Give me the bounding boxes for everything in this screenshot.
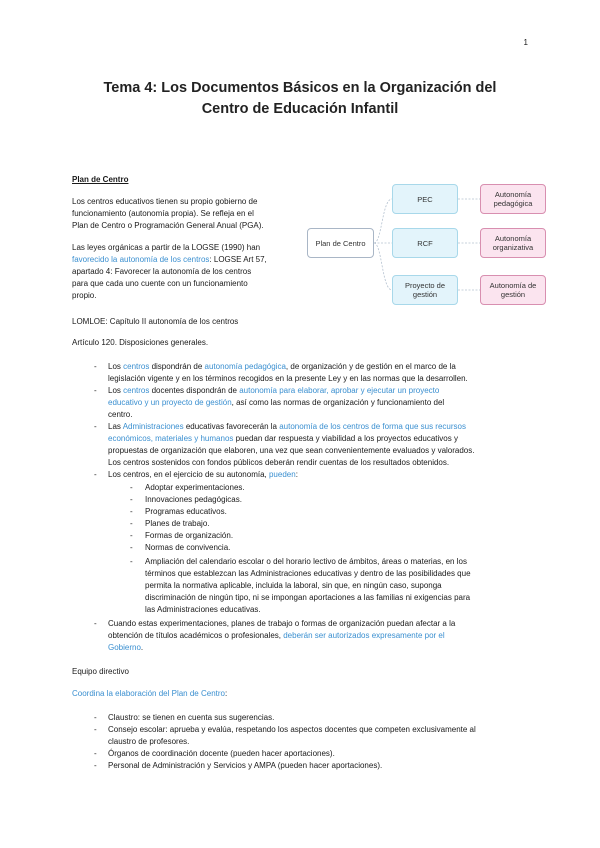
text-run: .: [140, 643, 144, 652]
page-number: 1: [523, 38, 528, 47]
highlight-text: centros: [123, 362, 150, 371]
lomloe-heading: LOMLOE: Capítulo II autonomía de los centros: [72, 317, 239, 326]
highlight-text: Gobierno: [108, 643, 141, 652]
highlight-text: deberán ser autorizados expresamente por el: [283, 631, 445, 640]
text-run: , así como las normas de organización y funcionamiento del: [231, 398, 445, 407]
text-run: , de organización y de gestión en el marco de la: [285, 362, 456, 371]
bullet-5-line-1: Cuando estas experimentaciones, planes de trabajo o formas de organización puedan afectar a la: [108, 619, 456, 628]
sub-bullet-dash: -: [130, 483, 133, 492]
sub-bullet-7-line: términos que establezcan las Administraciones educativas y dentro de las posibilidades que: [145, 569, 471, 578]
bullet-5-line-3: [108, 642, 143, 654]
equipo-item: Personal de Administración y Servicios y AMPA (pueden hacer aportaciones).: [108, 761, 383, 770]
bullet-3-line-4: Los centros sostenidos con fondos públicos deberán rendir cuentas de los resultados obtenidos.: [108, 458, 450, 467]
text-run: :: [295, 470, 298, 479]
equipo-item: Claustro: se tienen en cuenta sus sugerencias.: [108, 713, 275, 722]
section-heading-plan: Plan de Centro: [72, 175, 129, 184]
sub-bullet-item: Innovaciones pedagógicas.: [145, 495, 242, 504]
plan-p2-line: apartado 4: Favorecer la autonomía de los centros: [72, 267, 252, 276]
sub-bullet-item: Planes de trabajo.: [145, 519, 210, 528]
articulo-heading: Artículo 120. Disposiciones generales.: [72, 338, 209, 347]
sub-bullet-7-line: permita la normativa aplicable, incluida la laboral, sin que, en ningún caso, suponga: [145, 581, 442, 590]
sub-bullet-dash: -: [130, 519, 133, 528]
sub-bullet-dash: -: [130, 543, 133, 552]
text-run: Los centros, en el ejercicio de su autonomía,: [108, 470, 269, 479]
text-run: Las: [108, 422, 123, 431]
title-line-2: Centro de Educación Infantil: [201, 101, 399, 117]
bullet-3-line-3: propuestas de organización que elaboren, una vez que sean convenientemente evaluados y valorados.: [108, 446, 475, 455]
highlight-text: autonomía pedagógica: [204, 362, 286, 371]
bullet-1-line-2: legislación vigente y en los términos recogidos en la presente Ley y en las normas que la desarrollen.: [108, 374, 468, 383]
diagram-node-autonomia-organizativa: Autonomía organizativa: [480, 228, 546, 258]
diagram-node-pec: PEC: [392, 184, 458, 214]
diagram-node-proyecto-gestion: Proyecto de gestión: [392, 275, 458, 305]
bullet-dash: -: [94, 725, 97, 734]
bullet-dash: -: [94, 761, 97, 770]
equipo-heading: Equipo directivo: [72, 667, 129, 676]
highlight-text: educativo y un proyecto de gestión: [108, 398, 232, 407]
text-run: docentes dispondrán de: [149, 386, 240, 395]
bullet-dash: -: [94, 386, 97, 395]
highlight-text: Coordina la elaboración del Plan de Centro: [72, 689, 225, 698]
bullet-2-line-3: centro.: [108, 410, 133, 419]
highlight-text: centros: [123, 386, 150, 395]
bullet-5-line-2: [108, 630, 445, 642]
bullet-2-line-2: [108, 397, 444, 409]
plan-p1-line: funcionamiento (autonomía propia). Se refleja en el: [72, 209, 254, 218]
diagram-node-plan-de-centro: Plan de Centro: [307, 228, 374, 258]
equipo-item-cont: claustro de profesores.: [108, 737, 190, 746]
bullet-dash: -: [94, 713, 97, 722]
text-run: puedan dar respuesta y viabilidad a los proyectos educativos y: [233, 434, 458, 443]
text-run: Los: [108, 362, 124, 371]
diagram-node-rcf: RCF: [392, 228, 458, 258]
plan-p2-rest: : LOGSE Art 57,: [209, 255, 267, 264]
sub-bullet-dash: -: [130, 495, 133, 504]
diagram-node-autonomia-gestion: Autonomía de gestión: [480, 275, 546, 305]
bullet-dash: -: [94, 422, 97, 431]
sub-bullet-item: Programas educativos.: [145, 507, 227, 516]
sub-bullet-item: Normas de convivencia.: [145, 543, 231, 552]
sub-bullet-7-line: Ampliación del calendario escolar o del horario lectivo de ámbitos, áreas o materias, en los: [145, 557, 467, 566]
bullet-3-line-2: [108, 433, 458, 445]
bullet-4-line-1: [108, 469, 298, 481]
text-run: obtención de títulos académicos o profesionales,: [108, 631, 284, 640]
highlight-text: autonomía de los centros de forma que sus recursos: [279, 422, 466, 431]
plan-p2-line: Las leyes orgánicas a partir de la LOGSE (1990) han: [72, 243, 261, 252]
text-run: Los: [108, 386, 124, 395]
bullet-dash: -: [94, 619, 97, 628]
bullet-dash: -: [94, 470, 97, 479]
sub-bullet-7-line: discriminación de ningún tipo, ni se impongan aportaciones a las familias ni exigencias para: [145, 593, 471, 602]
sub-bullet-dash: -: [130, 507, 133, 516]
sub-bullet-item: Formas de organización.: [145, 531, 234, 540]
equipo-item: Consejo escolar: aprueba y evalúa, respetando los aspectos docentes que competen exclusivamente al: [108, 725, 476, 734]
bullet-1-line-1: [108, 361, 456, 373]
bullet-dash: -: [94, 362, 97, 371]
coordina-line: [72, 688, 227, 700]
title-line-1: Tema 4: Los Documentos Básicos en la Organización del: [103, 80, 497, 96]
plan-p2-line: para que cada uno cuente con un funcionamiento: [72, 279, 248, 288]
sub-bullet-item: Adoptar experimentaciones.: [145, 483, 245, 492]
highlight-text: económicos, materiales y humanos: [108, 434, 234, 443]
sub-bullet-7-line: las Administraciones educativas.: [145, 605, 261, 614]
plan-p1-line: Los centros educativos tienen su propio gobierno de: [72, 197, 258, 206]
text-run: educativas favorecerán la: [183, 422, 280, 431]
plan-p1-line: Plan de Centro o Programación General Anual (PGA).: [72, 221, 264, 230]
plan-p2-line: propio.: [72, 291, 97, 300]
text-run: dispondrán de: [149, 362, 205, 371]
highlight-text: Administraciones: [122, 422, 184, 431]
sub-bullet-dash: -: [130, 557, 133, 566]
text-run: :: [225, 689, 228, 698]
highlight-text: pueden: [268, 470, 296, 479]
sub-bullet-dash: -: [130, 531, 133, 540]
equipo-item: Órganos de coordinación docente (pueden hacer aportaciones).: [108, 749, 335, 758]
highlight-text: favorecido la autonomía de los centros: [72, 255, 210, 264]
bullet-dash: -: [94, 749, 97, 758]
highlight-text: autonomía para elaborar, aprobar y ejecutar un proyecto: [239, 386, 440, 395]
bullet-3-line-1: [108, 421, 466, 433]
bullet-2-line-1: [108, 385, 439, 397]
diagram-node-autonomia-pedagogica: Autonomía pedagógica: [480, 184, 546, 214]
